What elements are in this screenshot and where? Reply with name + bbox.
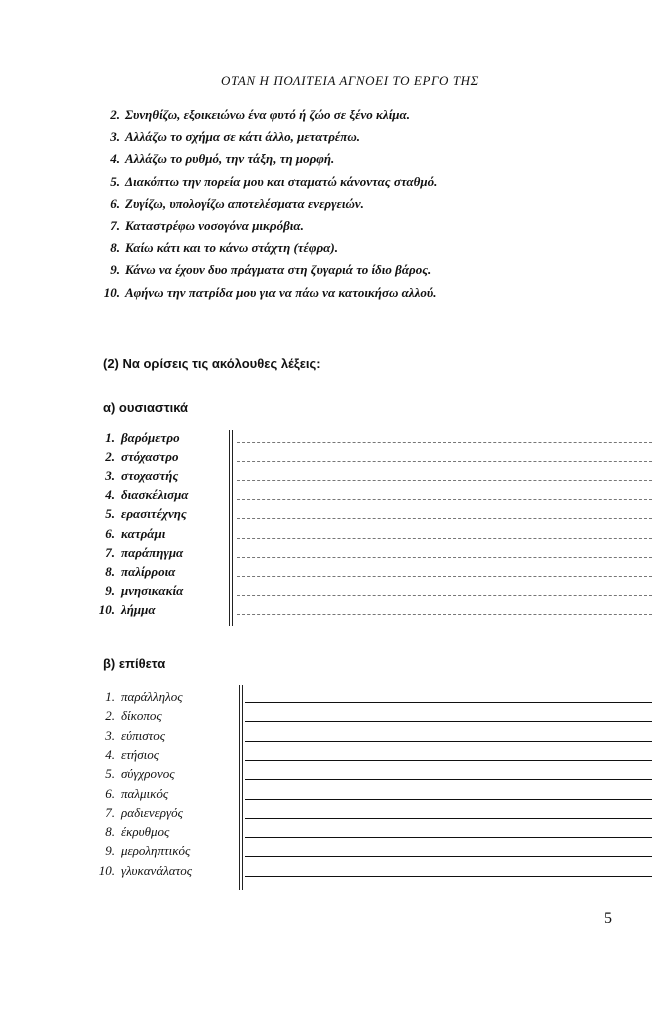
- list-item: [103, 196, 364, 212]
- list-item: [103, 240, 338, 256]
- word: εύπιστος: [121, 727, 166, 743]
- word-row: [97, 708, 162, 724]
- list-item: [103, 218, 304, 234]
- answer-line: [237, 518, 652, 519]
- word-row: [97, 805, 183, 821]
- answer-line: [237, 480, 652, 481]
- word: λήμμα: [121, 601, 156, 617]
- answer-line: [245, 779, 652, 780]
- list-item: [103, 285, 436, 301]
- list-item: [103, 129, 360, 145]
- word-row: [97, 545, 183, 561]
- item-text: Κάνω να έχουν δυο πράγματα στη ζυγαριά το ίδιο βάρος.: [125, 262, 432, 278]
- word: παλμικός: [121, 785, 169, 801]
- word-row: [97, 468, 178, 484]
- answer-line: [237, 614, 652, 615]
- adjectives-column-divider: [239, 685, 243, 890]
- item-number: 9.: [105, 843, 115, 859]
- list-item: [103, 262, 431, 278]
- item-number: 10.: [98, 862, 115, 878]
- item-text: Αλλάζω το σχήμα σε κάτι άλλο, μετατρέπω.: [125, 129, 361, 145]
- word: παράλληλος: [121, 689, 183, 704]
- item-number: 2.: [110, 107, 120, 122]
- word-row: [97, 602, 156, 618]
- word-row: [97, 487, 189, 503]
- item-number: 9.: [110, 262, 120, 278]
- exercise-title: (2) Να ορίσεις τις ακόλουθες λέξεις:: [103, 356, 321, 371]
- word-row: [97, 583, 183, 599]
- item-number: 4.: [110, 151, 120, 167]
- item-number: 5.: [105, 766, 115, 782]
- answer-line: [245, 799, 652, 800]
- word-row: [97, 747, 159, 763]
- item-number: 3.: [110, 129, 120, 145]
- answer-line: [237, 595, 652, 596]
- word: διασκέλισμα: [121, 487, 189, 503]
- word-row: [97, 526, 165, 542]
- word: στόχαστρο: [121, 449, 179, 465]
- item-number: 5.: [105, 506, 115, 522]
- answer-line: [245, 856, 652, 857]
- word: παράπηγμα: [121, 544, 184, 560]
- word: γλυκανάλατος: [121, 862, 193, 878]
- word: ραδιενεργός: [121, 804, 183, 820]
- answer-line: [245, 837, 652, 838]
- item-number: 5.: [110, 173, 120, 189]
- word: ερασιτέχνης: [121, 506, 187, 522]
- word-row: [97, 564, 175, 580]
- word: δίκοπος: [121, 708, 162, 724]
- word: παλίρροια: [121, 563, 176, 579]
- item-text: Καταστρέφω νοσογόνα μικρόβια.: [125, 218, 304, 233]
- word: στοχαστής: [121, 468, 179, 484]
- answer-line: [245, 818, 652, 819]
- word-row: [97, 728, 165, 744]
- item-text: Συνηθίζω, εξοικειώνω ένα φυτό ή ζώο σε ξένο κλίμα.: [125, 107, 410, 122]
- answer-line: [237, 576, 652, 577]
- word: έκρυθμος: [121, 824, 170, 840]
- word-row: [97, 786, 168, 802]
- answer-line: [237, 538, 652, 539]
- answer-line: [245, 741, 652, 742]
- item-number: 6.: [105, 785, 115, 801]
- item-number: 3.: [105, 727, 115, 743]
- list-item: [103, 107, 410, 123]
- section-b-title: β) επίθετα: [103, 656, 166, 671]
- word-row: [97, 843, 190, 859]
- running-header: ΟΤΑΝ Η ΠΟΛΙΤΕΙΑ ΑΓΝΟΕΙ ΤΟ ΕΡΓΟ ΤΗΣ: [221, 73, 479, 88]
- item-number: 3.: [105, 468, 115, 484]
- item-text: Διακόπτω την πορεία μου και σταματώ κάνοντας σταθμό.: [125, 173, 438, 189]
- page-number: 5: [604, 910, 612, 927]
- word-row: [97, 506, 187, 522]
- item-number: 7.: [110, 218, 120, 233]
- nouns-column-divider: [229, 430, 233, 626]
- item-number: 9.: [105, 582, 115, 598]
- item-number: 10.: [98, 601, 115, 617]
- word-row: [97, 430, 180, 446]
- word: ετήσιος: [121, 746, 160, 762]
- item-number: 6.: [105, 525, 115, 541]
- item-number: 4.: [105, 746, 115, 762]
- list-item: [103, 151, 334, 167]
- list-item: [103, 174, 437, 190]
- answer-line: [237, 499, 652, 500]
- word-row: [97, 689, 183, 705]
- item-number: 2.: [105, 449, 115, 465]
- item-number: 7.: [105, 544, 115, 560]
- word: βαρόμετρο: [121, 430, 180, 445]
- item-number: 8.: [105, 563, 115, 579]
- answer-line: [245, 760, 652, 761]
- item-number: 2.: [105, 708, 115, 724]
- word-row: [97, 766, 175, 782]
- answer-line: [245, 721, 652, 722]
- word-row: [97, 863, 192, 879]
- word-row: [97, 824, 169, 840]
- item-number: 1.: [105, 430, 115, 445]
- item-number: 8.: [105, 824, 115, 840]
- item-number: 8.: [110, 240, 120, 256]
- item-number: 7.: [105, 804, 115, 820]
- answer-line: [245, 702, 652, 703]
- section-a-title: α) ουσιαστικά: [103, 400, 189, 415]
- item-text: Αλλάζω το ρυθμό, την τάξη, τη μορφή.: [125, 151, 335, 167]
- item-text: Αφήνω την πατρίδα μου για να πάω να κατοικήσω αλλού.: [125, 284, 437, 300]
- word: σύγχρονος: [121, 766, 175, 782]
- item-text: Καίω κάτι και το κάνω στάχτη (τέφρα).: [125, 240, 338, 256]
- item-text: Ζυγίζω, υπολογίζω αποτελέσματα ενεργειών.: [125, 195, 364, 211]
- item-number: 10.: [103, 284, 120, 300]
- item-number: 1.: [105, 689, 115, 704]
- item-number: 4.: [105, 487, 115, 503]
- answer-line: [237, 557, 652, 558]
- word: μεροληπτικός: [121, 843, 191, 859]
- item-number: 6.: [110, 195, 120, 211]
- answer-line: [245, 876, 652, 877]
- answer-line: [237, 461, 652, 462]
- word: κατράμι: [121, 525, 166, 541]
- word-row: [97, 449, 179, 465]
- answer-line: [237, 442, 652, 443]
- word: μνησικακία: [121, 582, 184, 598]
